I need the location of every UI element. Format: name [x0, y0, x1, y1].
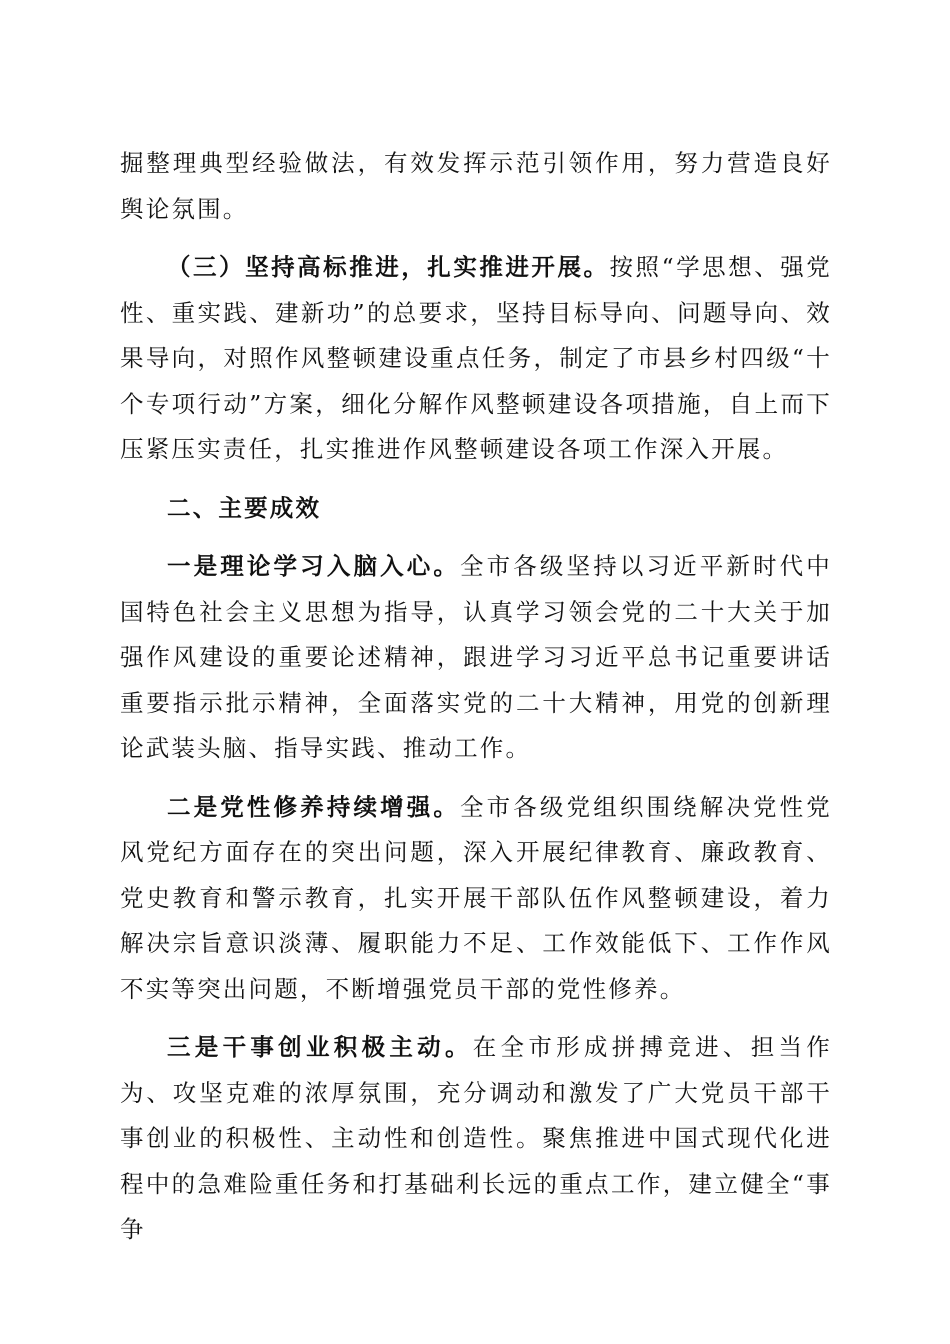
- paragraph-lead: 二是党性修养持续增强。: [167, 792, 461, 821]
- paragraph-entrepreneurship: [120, 1025, 832, 1253]
- paragraph-theory-study: [120, 544, 832, 772]
- paragraph-text: 掘整理典型经验做法，有效发挥示范引领作用，努力营造良好舆论氛围。: [120, 149, 832, 223]
- paragraph-lead: （三）坚持高标推进，扎实推进开展。: [167, 253, 610, 281]
- paragraph-section-three: [120, 245, 832, 473]
- paragraph-lead: 一是理论学习入脑入心。: [167, 552, 461, 580]
- paragraph-party-spirit: [120, 785, 832, 1013]
- paragraph-text: 全市各级坚持以习近平新时代中国特色社会主义思想为指导，认真学习领会党的二十大关于加强作风建设的重要论述精神，跟进学习习近平总书记重要讲话重要指示批示精神，全面落实党的二十大精神，用党的创新理论武装头脑、指导实践、推动工作。: [120, 552, 832, 762]
- paragraph-text: 按照“学思想、强党性、重实践、建新功”的总要求，坚持目标导向、问题导向、效果导向，对照作风整顿建设重点任务，制定了市县乡村四级“十个专项行动”方案，细化分解作风整顿建设各项措施，自上而下压紧压实责任，扎实推进作风整顿建设各项工作深入开展。: [120, 253, 832, 463]
- section-heading: 二、主要成效: [167, 493, 322, 522]
- document-body: [120, 141, 832, 1253]
- paragraph-text: 在全市形成拼搏竞进、担当作为、攻坚克难的浓厚氛围，充分调动和激发了广大党员干部干事创业的积极性、主动性和创造性。聚焦推进中国式现代化进程中的急难险重任务和打基础利长远的重点工作，建立健全“事争: [120, 1033, 832, 1243]
- paragraph-lead: 三是干事创业积极主动。: [167, 1033, 473, 1061]
- paragraph-continuation: [120, 141, 832, 232]
- paragraph-text: 全市各级党组织围绕解决党性党风党纪方面存在的突出问题，深入开展纪律教育、廉政教育、党史教育和警示教育，扎实开展干部队伍作风整顿建设，着力解决宗旨意识淡薄、履职能力不足、工作效能低下、工作作风不实等突出问题，不断增强党员干部的党性修养。: [120, 792, 832, 1003]
